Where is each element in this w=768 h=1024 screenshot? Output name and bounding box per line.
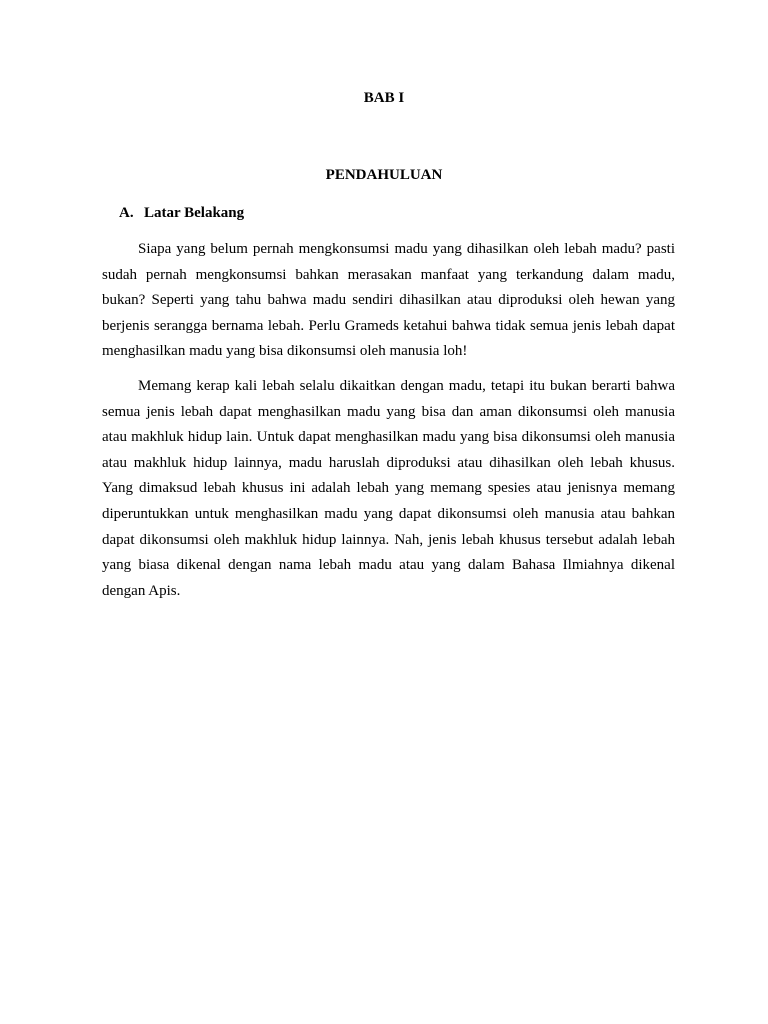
body-paragraph-2: Memang kerap kali lebah selalu dikaitkan dengan madu, tetapi itu bukan berarti bahwa semua jenis lebah dapat menghasilkan madu yang bisa dan aman dikonsumsi oleh manusia atau makhluk hidup lain. Untuk dapat menghasilkan madu yang bisa dikonsumsi oleh manusia atau makhluk hidup lainnya, madu haruslah diproduksi atau dihasilkan oleh lebah khusus. Yang dimaksud lebah khusus ini adalah lebah yang memang spesies atau jenisnya memang diperuntukkan untuk menghasilkan madu yang dapat dikonsumsi oleh manusia atau bahkan dapat dikonsumsi oleh makhluk hidup lainnya. Nah, jenis lebah khusus tersebut adalah lebah yang biasa dikenal dengan nama lebah madu atau yang dalam Bahasa Ilmiahnya dikenal dengan Apis.	[102, 378, 675, 599]
chapter-title: BAB I	[363, 90, 405, 106]
section-title: Latar Belakang	[144, 205, 245, 221]
section-number: A.	[119, 205, 134, 221]
chapter-subtitle: PENDAHULUAN	[325, 167, 443, 183]
section-heading	[119, 203, 244, 223]
body-paragraph-1: Siapa yang belum pernah mengkonsumsi madu yang dihasilkan oleh lebah madu? pasti sudah pernah mengkonsumsi bahkan merasakan manfaat yang terkandung dalam madu, bukan? Seperti yang tahu bahwa madu sendiri dihasilkan atau diproduksi oleh hewan yang berjenis serangga bernama lebah. Perlu Grameds ketahui bahwa tidak semua jenis lebah dapat menghasilkan madu yang bisa dikonsumsi oleh manusia loh!	[102, 241, 675, 360]
